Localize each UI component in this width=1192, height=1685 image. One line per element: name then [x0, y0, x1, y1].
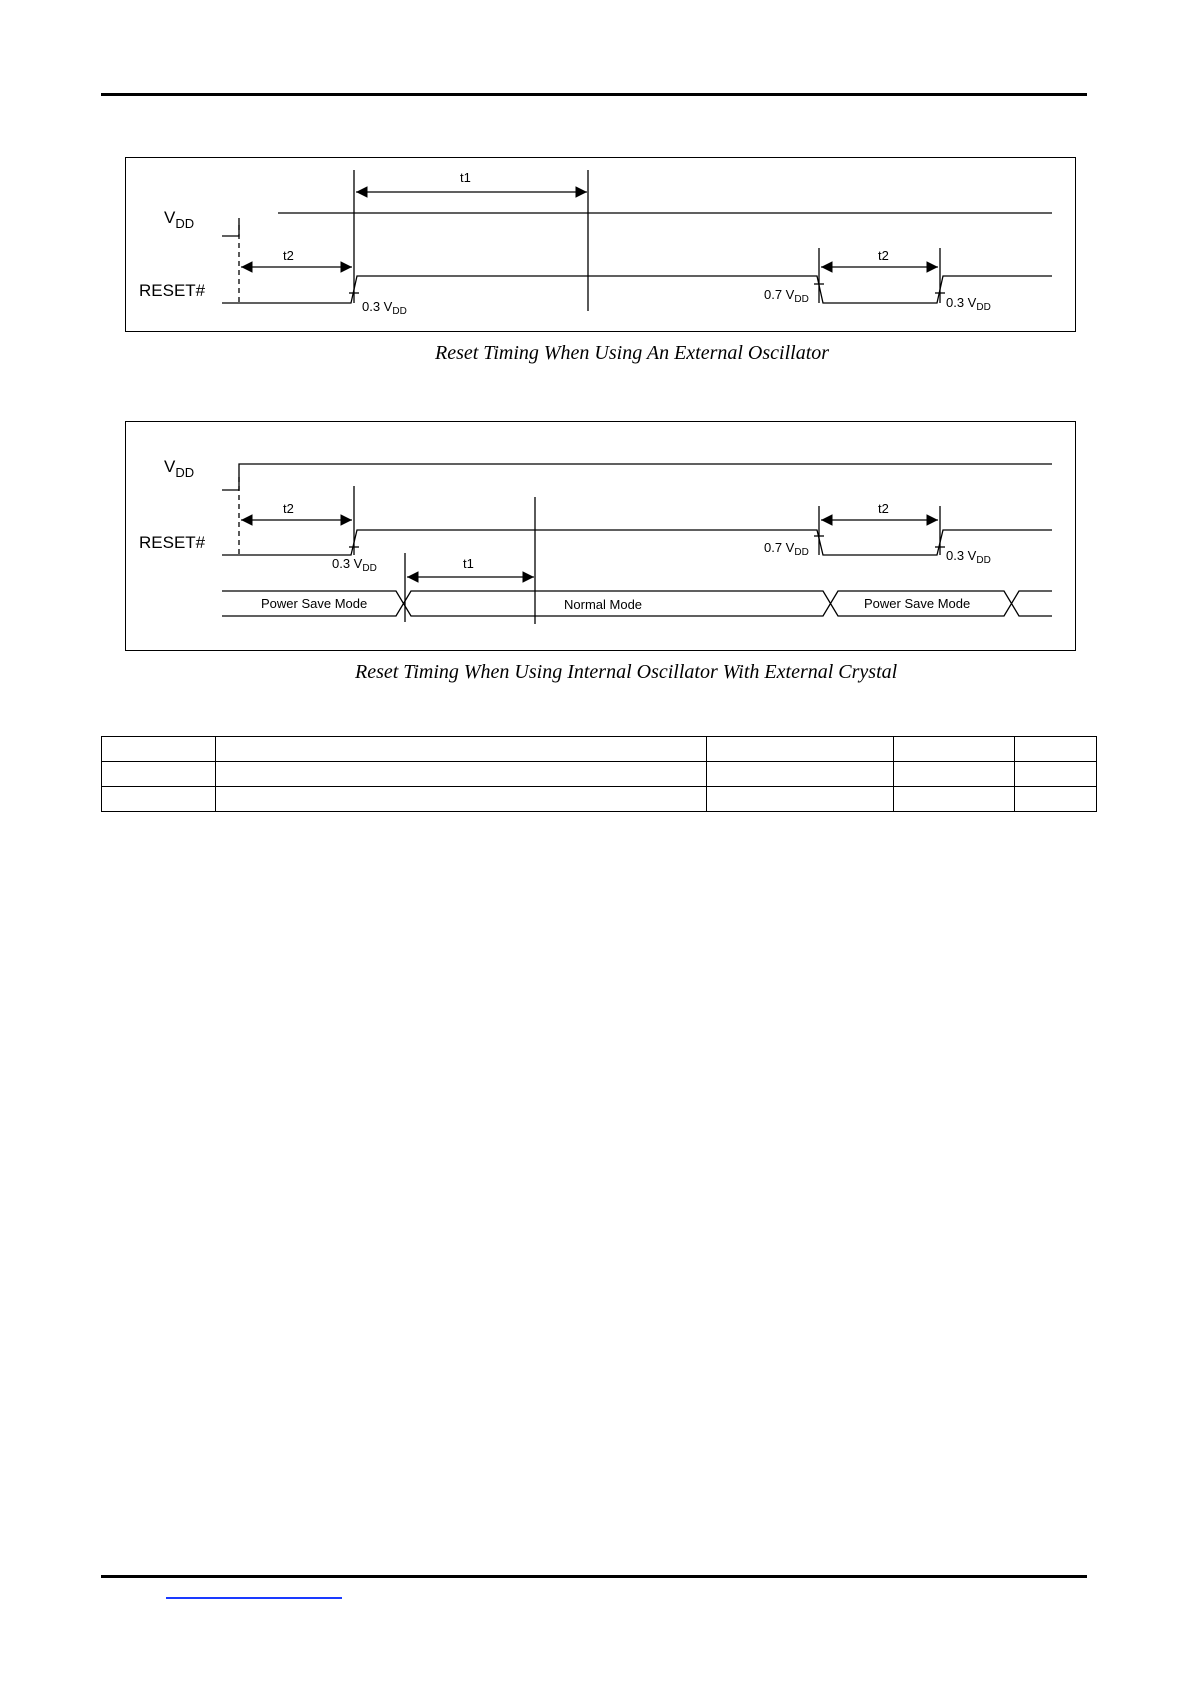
table-cell	[894, 762, 1015, 787]
timing-parameter-table	[101, 736, 1097, 812]
t2-right-label: t2	[878, 248, 889, 263]
table-cell	[215, 737, 707, 762]
t2-left-label: t2	[283, 248, 294, 263]
vdd-waveform	[222, 464, 1052, 490]
table-row	[102, 762, 1097, 787]
vdd-label: $V_{DD}$	[164, 208, 195, 231]
table-cell	[707, 787, 894, 812]
table-cell	[215, 787, 707, 812]
header-rule	[101, 93, 1087, 96]
reset-label: RESET#	[139, 533, 206, 552]
threshold-0-7: 0.7 $V_{DD}$	[764, 287, 809, 305]
t1-label: t1	[463, 556, 474, 571]
t2-right-label: t2	[878, 501, 889, 516]
table-cell	[215, 762, 707, 787]
caption-internal-oscillator: Reset Timing When Using Internal Oscillator With External Crystal	[355, 661, 898, 683]
t1-label: t1	[460, 170, 471, 185]
reset-waveform	[222, 276, 1052, 303]
threshold-0-3-a: 0.3 $V_{DD}$	[362, 299, 407, 317]
footer-link[interactable]	[166, 1597, 342, 1599]
timing-diagram-2-svg	[126, 422, 1077, 652]
mode-power-save-2: Power Save Mode	[864, 596, 971, 611]
table-cell	[102, 787, 216, 812]
mode-power-save-1: Power Save Mode	[261, 596, 368, 611]
table-cell	[1015, 762, 1097, 787]
reset-waveform	[222, 530, 1052, 555]
table-cell	[1015, 787, 1097, 812]
vdd-label: $V_{DD}$	[164, 457, 195, 480]
t2-left-label: t2	[283, 501, 294, 516]
table-row	[102, 787, 1097, 812]
threshold-0-3-b: 0.3 $V_{DD}$	[946, 548, 991, 566]
timing-diagram-internal-oscillator	[125, 421, 1076, 651]
table-cell	[102, 762, 216, 787]
threshold-0-7: 0.7 $V_{DD}$	[764, 540, 809, 558]
vdd-waveform	[222, 218, 239, 236]
table-cell	[1015, 737, 1097, 762]
table-cell	[707, 762, 894, 787]
table-cell	[894, 737, 1015, 762]
table-cell	[102, 737, 216, 762]
table-row	[102, 737, 1097, 762]
threshold-0-3-a: 0.3 $V_{DD}$	[332, 556, 377, 574]
timing-diagram-1-svg	[126, 158, 1077, 333]
caption-external-oscillator: Reset Timing When Using An External Oscillator	[435, 342, 830, 364]
threshold-0-3-b: 0.3 $V_{DD}$	[946, 295, 991, 313]
timing-diagram-external-oscillator	[125, 157, 1076, 332]
mode-normal: Normal Mode	[564, 597, 643, 612]
table-cell	[894, 787, 1015, 812]
table-cell	[707, 737, 894, 762]
reset-label: RESET#	[139, 281, 206, 300]
footer-rule	[101, 1575, 1087, 1578]
